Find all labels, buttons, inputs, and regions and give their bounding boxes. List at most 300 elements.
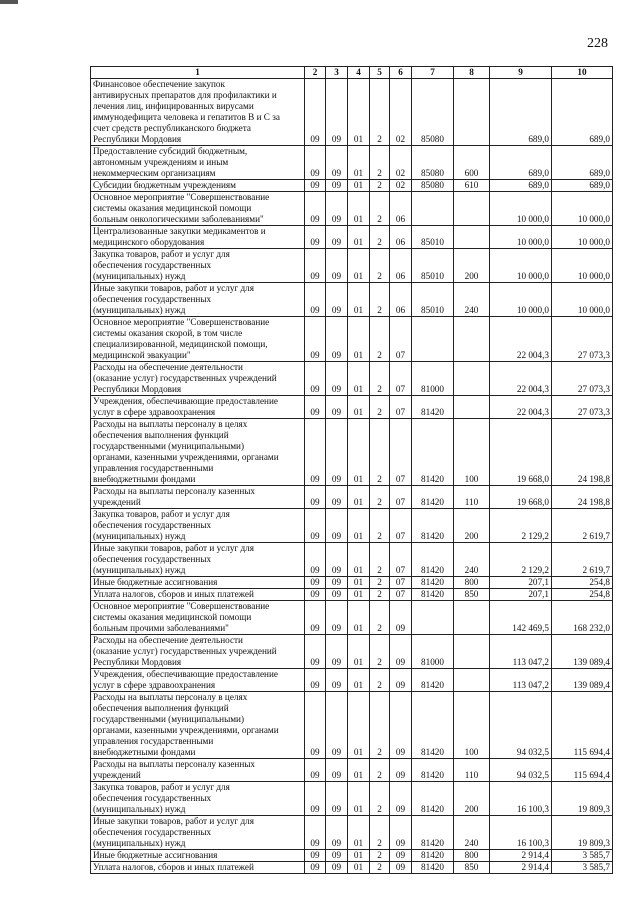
code-cell-2: 09 [305, 283, 326, 317]
row-name-text: Закупка товаров, работ и услуг для обеспечения государственных (муниципальных) нужд [93, 782, 230, 814]
row-name-text: Иные бюджетные ассигнования [93, 850, 218, 860]
code-cell-6: 07 [390, 543, 412, 577]
code-cell-7 [412, 317, 454, 362]
amount-cell-10: 10 000,0 [552, 249, 613, 283]
code-cell-6: 09 [390, 759, 412, 782]
amount-cell-9: 142 469,5 [490, 601, 552, 635]
amount-cell-9: 2 129,2 [490, 509, 552, 543]
code-cell-3: 09 [326, 635, 348, 669]
amount-cell-9: 113 047,2 [490, 635, 552, 669]
code-cell-7: 85080 [412, 180, 454, 192]
row-name-cell [91, 419, 305, 486]
column-header: 10 [552, 67, 613, 79]
code-cell-2: 09 [305, 850, 326, 862]
code-cell-4: 01 [348, 692, 370, 759]
table-row [91, 862, 613, 874]
table-row [91, 509, 613, 543]
code-cell-4: 01 [348, 669, 370, 692]
code-cell-7: 81420 [412, 543, 454, 577]
code-cell-4: 01 [348, 577, 370, 589]
amount-cell-10: 19 809,3 [552, 816, 613, 850]
code-cell-4: 01 [348, 635, 370, 669]
code-cell-8 [454, 79, 490, 146]
row-name-text: Иные закупки товаров, работ и услуг для обеспечения государственных (муниципальных) нужд [93, 543, 254, 575]
code-cell-3: 09 [326, 850, 348, 862]
column-header: 1 [91, 67, 305, 79]
row-name-text: Предоставление субсидий бюджетным, автономным учреждениям и иным некоммерческим организациям [93, 146, 248, 178]
amount-cell-9: 22 004,3 [490, 317, 552, 362]
amount-cell-9: 16 100,3 [490, 782, 552, 816]
amount-cell-10: 254,8 [552, 589, 613, 601]
amount-cell-9: 19 668,0 [490, 486, 552, 509]
code-cell-7: 81420 [412, 669, 454, 692]
row-name-text: Расходы на выплаты персоналу казенных учреждений [93, 486, 256, 507]
code-cell-8: 200 [454, 249, 490, 283]
code-cell-8: 110 [454, 486, 490, 509]
code-cell-3: 09 [326, 577, 348, 589]
row-name-text: Учреждения, обеспечивающие предоставление услуг в сфере здравоохранения [93, 396, 278, 417]
code-cell-2: 09 [305, 362, 326, 396]
row-name-cell [91, 577, 305, 589]
code-cell-8: 600 [454, 146, 490, 180]
table-row [91, 669, 613, 692]
code-cell-3: 09 [326, 249, 348, 283]
column-header: 2 [305, 67, 326, 79]
code-cell-5: 2 [370, 669, 390, 692]
column-header: 7 [412, 67, 454, 79]
code-cell-4: 01 [348, 509, 370, 543]
column-header: 4 [348, 67, 370, 79]
code-cell-5: 2 [370, 396, 390, 419]
code-cell-5: 2 [370, 635, 390, 669]
amount-cell-9: 689,0 [490, 146, 552, 180]
code-cell-7: 81420 [412, 862, 454, 874]
code-cell-5: 2 [370, 509, 390, 543]
code-cell-3: 09 [326, 362, 348, 396]
code-cell-6: 07 [390, 396, 412, 419]
code-cell-3: 09 [326, 79, 348, 146]
row-name-cell [91, 589, 305, 601]
code-cell-7: 81420 [412, 486, 454, 509]
code-cell-7: 81420 [412, 816, 454, 850]
row-name-text: Финансовое обеспечение закупок антивирусных препаратов для профилактики и лечения лиц, инфицированных вирусами иммунодефицита человека и гепатитов В и С за счет средств республиканского бюджета Республики Мордовия [93, 79, 280, 144]
code-cell-3: 09 [326, 589, 348, 601]
amount-cell-10: 2 619,7 [552, 509, 613, 543]
row-name-text: Иные закупки товаров, работ и услуг для обеспечения государственных (муниципальных) нужд [93, 816, 254, 848]
code-cell-4: 01 [348, 486, 370, 509]
code-cell-6: 06 [390, 249, 412, 283]
amount-cell-10: 2 619,7 [552, 543, 613, 577]
amount-cell-9: 10 000,0 [490, 283, 552, 317]
code-cell-5: 2 [370, 543, 390, 577]
table-row [91, 226, 613, 249]
amount-cell-10: 689,0 [552, 146, 613, 180]
amount-cell-9: 10 000,0 [490, 192, 552, 226]
code-cell-2: 09 [305, 543, 326, 577]
code-cell-2: 09 [305, 226, 326, 249]
code-cell-6: 07 [390, 589, 412, 601]
code-cell-5: 2 [370, 862, 390, 874]
code-cell-3: 09 [326, 317, 348, 362]
code-cell-8 [454, 669, 490, 692]
table-row [91, 362, 613, 396]
row-name-text: Иные закупки товаров, работ и услуг для обеспечения государственных (муниципальных) нужд [93, 283, 254, 315]
table-row [91, 759, 613, 782]
table-row [91, 543, 613, 577]
table-row [91, 816, 613, 850]
table-row [91, 192, 613, 226]
code-cell-5: 2 [370, 759, 390, 782]
row-name-text: Расходы на выплаты персоналу казенных учреждений [93, 759, 256, 780]
column-header: 8 [454, 67, 490, 79]
row-name-cell [91, 396, 305, 419]
table-row [91, 635, 613, 669]
code-cell-5: 2 [370, 419, 390, 486]
code-cell-3: 09 [326, 146, 348, 180]
amount-cell-9: 113 047,2 [490, 669, 552, 692]
code-cell-4: 01 [348, 782, 370, 816]
code-cell-7: 85080 [412, 146, 454, 180]
row-name-text: Основное мероприятие "Совершенствование системы оказания скорой, в том числе специализированной, медицинской помощи, медицинской эвакуации" [93, 317, 270, 360]
code-cell-5: 2 [370, 226, 390, 249]
table-row [91, 283, 613, 317]
code-cell-5: 2 [370, 816, 390, 850]
code-cell-4: 01 [348, 589, 370, 601]
amount-cell-10: 27 073,3 [552, 396, 613, 419]
code-cell-7: 85080 [412, 79, 454, 146]
row-name-cell [91, 486, 305, 509]
table-row [91, 782, 613, 816]
row-name-text: Расходы на выплаты персоналу в целях обеспечения выполнения функций государственными (муниципальными) органами, казенными учреждениями, органами управления государственными внебюджетными фондами [93, 692, 279, 757]
table-body [91, 79, 613, 874]
code-cell-3: 09 [326, 816, 348, 850]
code-cell-7: 81420 [412, 396, 454, 419]
code-cell-3: 09 [326, 601, 348, 635]
code-cell-6: 06 [390, 226, 412, 249]
table-row [91, 419, 613, 486]
code-cell-3: 09 [326, 192, 348, 226]
code-cell-5: 2 [370, 782, 390, 816]
code-cell-5: 2 [370, 79, 390, 146]
code-cell-2: 09 [305, 669, 326, 692]
code-cell-6: 02 [390, 146, 412, 180]
code-cell-8 [454, 601, 490, 635]
budget-table [90, 66, 613, 874]
code-cell-4: 01 [348, 192, 370, 226]
code-cell-6: 07 [390, 509, 412, 543]
code-cell-2: 09 [305, 79, 326, 146]
code-cell-8: 240 [454, 543, 490, 577]
table-row [91, 146, 613, 180]
code-cell-4: 01 [348, 146, 370, 180]
amount-cell-10: 27 073,3 [552, 317, 613, 362]
table-row [91, 850, 613, 862]
code-cell-2: 09 [305, 419, 326, 486]
column-header: 3 [326, 67, 348, 79]
row-name-cell [91, 692, 305, 759]
code-cell-6: 09 [390, 782, 412, 816]
amount-cell-9: 207,1 [490, 577, 552, 589]
code-cell-6: 02 [390, 180, 412, 192]
code-cell-5: 2 [370, 486, 390, 509]
code-cell-4: 01 [348, 543, 370, 577]
code-cell-2: 09 [305, 249, 326, 283]
code-cell-5: 2 [370, 146, 390, 180]
amount-cell-10: 10 000,0 [552, 226, 613, 249]
code-cell-2: 09 [305, 589, 326, 601]
code-cell-2: 09 [305, 601, 326, 635]
code-cell-7: 81420 [412, 759, 454, 782]
row-name-text: Уплата налогов, сборов и иных платежей [93, 862, 254, 872]
row-name-cell [91, 146, 305, 180]
code-cell-8: 240 [454, 283, 490, 317]
code-cell-2: 09 [305, 146, 326, 180]
row-name-text: Закупка товаров, работ и услуг для обеспечения государственных (муниципальных) нужд [93, 249, 230, 281]
code-cell-7: 81420 [412, 850, 454, 862]
code-cell-5: 2 [370, 362, 390, 396]
code-cell-3: 09 [326, 509, 348, 543]
code-cell-8 [454, 635, 490, 669]
code-cell-3: 09 [326, 692, 348, 759]
code-cell-3: 09 [326, 543, 348, 577]
code-cell-8: 850 [454, 862, 490, 874]
amount-cell-10: 19 809,3 [552, 782, 613, 816]
code-cell-4: 01 [348, 862, 370, 874]
amount-cell-10: 115 694,4 [552, 692, 613, 759]
code-cell-3: 09 [326, 486, 348, 509]
amount-cell-10: 139 089,4 [552, 669, 613, 692]
code-cell-7: 81000 [412, 635, 454, 669]
code-cell-5: 2 [370, 249, 390, 283]
table-header-row [91, 67, 613, 79]
amount-cell-10: 3 585,7 [552, 862, 613, 874]
code-cell-2: 09 [305, 759, 326, 782]
code-cell-5: 2 [370, 850, 390, 862]
row-name-cell [91, 317, 305, 362]
table-row [91, 601, 613, 635]
code-cell-5: 2 [370, 692, 390, 759]
row-name-text: Субсидии бюджетным учреждениям [93, 180, 236, 190]
code-cell-6: 06 [390, 283, 412, 317]
code-cell-8 [454, 192, 490, 226]
code-cell-3: 09 [326, 862, 348, 874]
code-cell-7: 81420 [412, 419, 454, 486]
row-name-cell [91, 543, 305, 577]
amount-cell-10: 254,8 [552, 577, 613, 589]
row-name-cell [91, 782, 305, 816]
code-cell-6: 09 [390, 850, 412, 862]
row-name-text: Основное мероприятие "Совершенствование системы оказания медицинской помощи больным прочими заболеваниями" [93, 601, 270, 633]
code-cell-8: 110 [454, 759, 490, 782]
code-cell-6: 09 [390, 692, 412, 759]
table-row [91, 317, 613, 362]
amount-cell-9: 10 000,0 [490, 226, 552, 249]
amount-cell-10: 3 585,7 [552, 850, 613, 862]
row-name-cell [91, 601, 305, 635]
code-cell-8: 100 [454, 692, 490, 759]
code-cell-8: 200 [454, 509, 490, 543]
page-number: 228 [587, 36, 608, 51]
code-cell-4: 01 [348, 317, 370, 362]
code-cell-8: 850 [454, 589, 490, 601]
code-cell-8 [454, 317, 490, 362]
code-cell-8: 240 [454, 816, 490, 850]
code-cell-8: 200 [454, 782, 490, 816]
code-cell-6: 09 [390, 862, 412, 874]
code-cell-2: 09 [305, 577, 326, 589]
code-cell-7: 85010 [412, 226, 454, 249]
row-name-cell [91, 180, 305, 192]
code-cell-8 [454, 362, 490, 396]
code-cell-5: 2 [370, 601, 390, 635]
table-row [91, 249, 613, 283]
row-name-cell [91, 79, 305, 146]
code-cell-4: 01 [348, 419, 370, 486]
row-name-text: Централизованные закупки медикаментов и медицинского оборудования [93, 226, 266, 247]
amount-cell-9: 19 668,0 [490, 419, 552, 486]
amount-cell-10: 10 000,0 [552, 192, 613, 226]
code-cell-3: 09 [326, 283, 348, 317]
amount-cell-10: 689,0 [552, 79, 613, 146]
code-cell-4: 01 [348, 226, 370, 249]
code-cell-5: 2 [370, 589, 390, 601]
amount-cell-10: 115 694,4 [552, 759, 613, 782]
amount-cell-10: 27 073,3 [552, 362, 613, 396]
amount-cell-9: 2 914,4 [490, 862, 552, 874]
row-name-text: Иные бюджетные ассигнования [93, 577, 218, 587]
amount-cell-10: 24 198,8 [552, 419, 613, 486]
code-cell-4: 01 [348, 759, 370, 782]
row-name-cell [91, 249, 305, 283]
code-cell-4: 01 [348, 850, 370, 862]
column-header: 9 [490, 67, 552, 79]
code-cell-7: 85010 [412, 283, 454, 317]
code-cell-7: 81420 [412, 782, 454, 816]
amount-cell-10: 10 000,0 [552, 283, 613, 317]
code-cell-5: 2 [370, 317, 390, 362]
code-cell-2: 09 [305, 862, 326, 874]
code-cell-8 [454, 226, 490, 249]
table-row [91, 180, 613, 192]
code-cell-2: 09 [305, 782, 326, 816]
code-cell-6: 09 [390, 601, 412, 635]
row-name-cell [91, 226, 305, 249]
code-cell-6: 09 [390, 669, 412, 692]
code-cell-8 [454, 396, 490, 419]
code-cell-7: 81000 [412, 362, 454, 396]
row-name-cell [91, 862, 305, 874]
row-name-cell [91, 669, 305, 692]
code-cell-8: 100 [454, 419, 490, 486]
row-name-text: Расходы на обеспечение деятельности (оказание услуг) государственных учреждений Республики Мордовия [93, 362, 277, 394]
code-cell-2: 09 [305, 180, 326, 192]
code-cell-2: 09 [305, 317, 326, 362]
code-cell-4: 01 [348, 816, 370, 850]
amount-cell-9: 16 100,3 [490, 816, 552, 850]
code-cell-8: 800 [454, 577, 490, 589]
amount-cell-9: 689,0 [490, 79, 552, 146]
code-cell-6: 06 [390, 192, 412, 226]
code-cell-2: 09 [305, 509, 326, 543]
code-cell-5: 2 [370, 283, 390, 317]
row-name-cell [91, 283, 305, 317]
amount-cell-9: 2 914,4 [490, 850, 552, 862]
code-cell-6: 07 [390, 419, 412, 486]
code-cell-2: 09 [305, 816, 326, 850]
row-name-text: Расходы на выплаты персоналу в целях обеспечения выполнения функций государственными (муниципальными) органами, казенными учреждениями, органами управления государственными внебюджетными фондами [93, 419, 279, 484]
code-cell-3: 09 [326, 759, 348, 782]
amount-cell-9: 22 004,3 [490, 396, 552, 419]
code-cell-3: 09 [326, 180, 348, 192]
code-cell-4: 01 [348, 249, 370, 283]
table-row [91, 577, 613, 589]
amount-cell-9: 94 032,5 [490, 759, 552, 782]
code-cell-4: 01 [348, 180, 370, 192]
code-cell-7 [412, 601, 454, 635]
amount-cell-10: 24 198,8 [552, 486, 613, 509]
row-name-cell [91, 850, 305, 862]
code-cell-2: 09 [305, 396, 326, 419]
code-cell-8: 610 [454, 180, 490, 192]
row-name-cell [91, 509, 305, 543]
code-cell-7: 81420 [412, 509, 454, 543]
code-cell-3: 09 [326, 396, 348, 419]
table-row [91, 486, 613, 509]
code-cell-3: 09 [326, 782, 348, 816]
amount-cell-9: 2 129,2 [490, 543, 552, 577]
code-cell-6: 07 [390, 362, 412, 396]
code-cell-4: 01 [348, 362, 370, 396]
code-cell-3: 09 [326, 419, 348, 486]
row-name-cell [91, 192, 305, 226]
code-cell-8: 800 [454, 850, 490, 862]
amount-cell-9: 10 000,0 [490, 249, 552, 283]
row-name-text: Расходы на обеспечение деятельности (оказание услуг) государственных учреждений Республики Мордовия [93, 635, 277, 667]
row-name-cell [91, 816, 305, 850]
row-name-cell [91, 759, 305, 782]
amount-cell-10: 689,0 [552, 180, 613, 192]
amount-cell-9: 689,0 [490, 180, 552, 192]
code-cell-5: 2 [370, 192, 390, 226]
amount-cell-9: 22 004,3 [490, 362, 552, 396]
code-cell-4: 01 [348, 79, 370, 146]
table-row [91, 79, 613, 146]
code-cell-2: 09 [305, 692, 326, 759]
row-name-cell [91, 635, 305, 669]
scan-artifact [0, 0, 18, 4]
code-cell-7: 81420 [412, 577, 454, 589]
row-name-text: Учреждения, обеспечивающие предоставление услуг в сфере здравоохранения [93, 669, 278, 690]
code-cell-4: 01 [348, 601, 370, 635]
column-header: 5 [370, 67, 390, 79]
code-cell-6: 09 [390, 635, 412, 669]
code-cell-7: 85010 [412, 249, 454, 283]
code-cell-6: 02 [390, 79, 412, 146]
code-cell-3: 09 [326, 226, 348, 249]
column-header: 6 [390, 67, 412, 79]
code-cell-3: 09 [326, 669, 348, 692]
row-name-text: Закупка товаров, работ и услуг для обеспечения государственных (муниципальных) нужд [93, 509, 230, 541]
amount-cell-10: 168 232,0 [552, 601, 613, 635]
code-cell-6: 07 [390, 577, 412, 589]
table-row [91, 589, 613, 601]
code-cell-7: 81420 [412, 589, 454, 601]
code-cell-5: 2 [370, 577, 390, 589]
row-name-cell [91, 362, 305, 396]
code-cell-4: 01 [348, 396, 370, 419]
amount-cell-10: 139 089,4 [552, 635, 613, 669]
code-cell-6: 07 [390, 317, 412, 362]
